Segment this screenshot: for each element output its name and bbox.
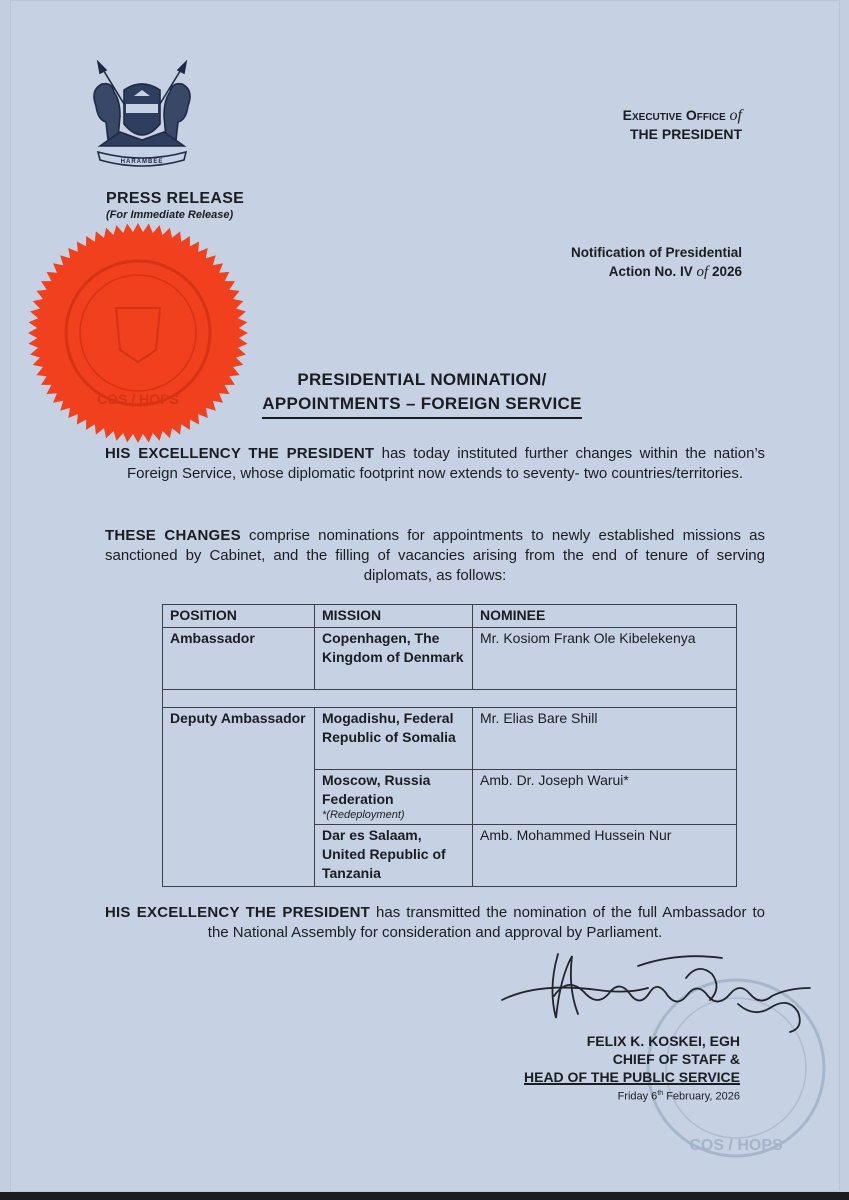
p2-bold: THESE CHANGES bbox=[105, 527, 241, 544]
stamp-text: COS / HOPS bbox=[689, 1137, 783, 1154]
deputy-nominee-3: Amb. Mohammed Hussein Nur bbox=[473, 825, 737, 887]
signatory-block bbox=[524, 1032, 740, 1106]
press-release-subtitle: (For Immediate Release) bbox=[106, 209, 234, 221]
seal-text: COS / HOPS bbox=[97, 391, 179, 407]
redeployment-note: *(Redeployment) bbox=[322, 809, 405, 821]
appointments-table bbox=[162, 604, 737, 887]
deputy-mission-2-cell bbox=[315, 770, 473, 825]
notification-line1: Notification of Presidential bbox=[570, 245, 742, 260]
signatory-title2: HEAD OF THE PUBLIC SERVICE bbox=[524, 1069, 740, 1085]
paragraph-changes bbox=[105, 526, 765, 586]
release-date bbox=[524, 1085, 740, 1106]
press-release-title: PRESS RELEASE bbox=[106, 190, 245, 207]
ambassador-position: Ambassador bbox=[163, 628, 315, 690]
notification-reference bbox=[571, 243, 742, 282]
header-nominee: NOMINEE bbox=[473, 605, 737, 628]
deputy-nominee-2: Amb. Dr. Joseph Warui* bbox=[473, 770, 737, 825]
ambassador-nominee: Mr. Kosiom Frank Ole Kibelekenya bbox=[473, 628, 737, 690]
p2-text: comprise nominations for appointments to newly established missions as sanctioned by Cabinet, and the filling of vacancies arising from the end of tenure of serving diplomats, as follows: bbox=[105, 527, 765, 584]
executive-office-header bbox=[623, 106, 742, 143]
p1-bold: HIS EXCELLENCY THE PRESIDENT bbox=[105, 445, 375, 462]
table-row bbox=[163, 708, 737, 770]
ambassador-mission: Copenhagen, The Kingdom of Denmark bbox=[315, 628, 473, 690]
notification-action: Action No. IV bbox=[608, 264, 693, 279]
header-position: POSITION bbox=[163, 605, 315, 628]
bottom-edge-bar bbox=[0, 1192, 849, 1200]
table-row bbox=[163, 628, 737, 690]
p3-bold: HIS EXCELLENCY THE PRESIDENT bbox=[105, 904, 371, 921]
heading-line2: APPOINTMENTS – FOREIGN SERVICE bbox=[262, 392, 581, 419]
coat-of-arms-emblem bbox=[80, 60, 204, 172]
notification-of: of bbox=[696, 264, 709, 280]
handwritten-signature bbox=[498, 948, 838, 1038]
document-page bbox=[10, 0, 840, 1192]
office-of: of bbox=[729, 107, 742, 124]
date-day: Friday 6 bbox=[617, 1090, 658, 1103]
deputy-position: Deputy Ambassador bbox=[163, 708, 315, 887]
paragraph-transmittal bbox=[105, 903, 765, 943]
notification-year: 2026 bbox=[711, 264, 742, 279]
deputy-mission-3: Dar es Salaam, United Republic of Tanzania bbox=[315, 825, 473, 887]
table-spacer-row bbox=[163, 690, 737, 708]
date-rest: February, 2026 bbox=[663, 1090, 740, 1103]
red-wax-seal bbox=[24, 222, 252, 444]
deputy-mission-1: Mogadishu, Federal Republic of Somalia bbox=[315, 708, 473, 770]
office-line2: THE PRESIDENT bbox=[629, 126, 742, 142]
p3-text: has transmitted the nomination of the full Ambassador to the National Assembly for consideration and approval by Parliament. bbox=[207, 904, 766, 941]
office-line1: Executive Office bbox=[622, 107, 726, 123]
signatory-title1: CHIEF OF STAFF & bbox=[612, 1051, 740, 1067]
document-heading bbox=[242, 368, 602, 419]
deputy-mission-2: Moscow, Russia Federation bbox=[322, 772, 431, 807]
table-header-row bbox=[163, 605, 737, 628]
signatory-name: FELIX K. KOSKEI, EGH bbox=[586, 1033, 740, 1049]
paragraph-intro bbox=[105, 444, 765, 484]
p1-text: has today instituted further changes within the nation’s Foreign Service, whose diplomatic footprint now extends to seventy- two countries/territories. bbox=[126, 445, 765, 482]
date-suffix: th bbox=[657, 1090, 664, 1097]
header-mission: MISSION bbox=[315, 605, 473, 628]
deputy-nominee-1: Mr. Elias Bare Shill bbox=[473, 708, 737, 770]
heading-line1: PRESIDENTIAL NOMINATION/ bbox=[297, 370, 547, 389]
emblem-motto: HARAMBEE bbox=[120, 159, 164, 165]
